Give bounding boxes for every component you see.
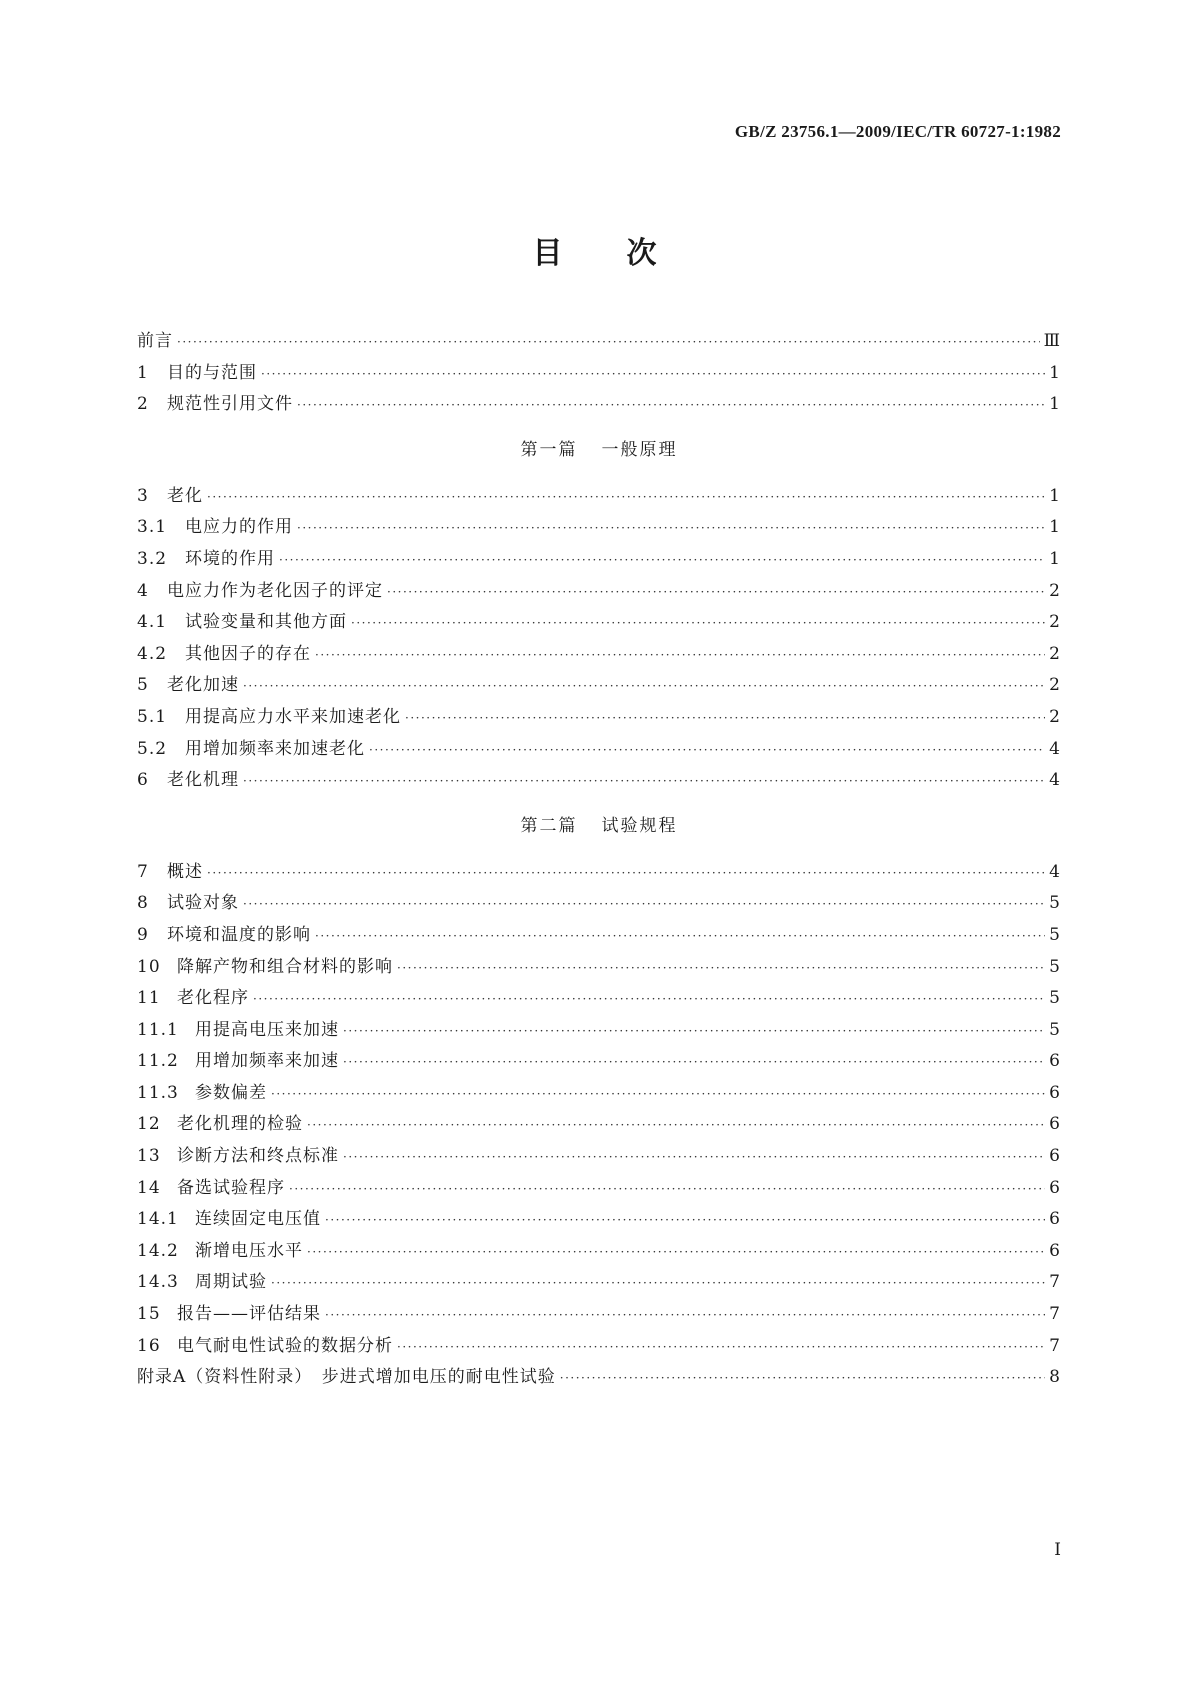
toc-entry-number: 11.1 <box>137 1019 179 1040</box>
toc-entry-page: 8 <box>1049 1367 1061 1388</box>
toc-entry-label: 电气耐电性试验的数据分析 <box>177 1335 393 1356</box>
toc-entry-label: 规范性引用文件 <box>167 394 293 415</box>
toc-entry-page: 5 <box>1049 1019 1061 1040</box>
toc-entry[interactable] <box>137 576 1061 608</box>
toc-entry-page: 2 <box>1049 643 1061 664</box>
toc-entry[interactable] <box>137 952 1061 984</box>
toc-leader-dots <box>387 585 1045 599</box>
toc-leader-dots <box>289 1182 1045 1196</box>
toc-entry[interactable] <box>137 702 1061 734</box>
toc-leader-dots <box>405 711 1045 725</box>
toc-entry-number: 11.3 <box>137 1082 179 1103</box>
toc-entry-label: 目的与范围 <box>167 362 257 383</box>
toc-entry-number: 5.1 <box>137 706 168 727</box>
toc-entry-page: 1 <box>1049 548 1061 569</box>
toc-entry-number: 16 <box>137 1335 161 1356</box>
toc-entry-label: 用提高电压来加速 <box>195 1019 339 1040</box>
toc-leader-dots <box>325 1308 1045 1322</box>
toc-entry-page: 6 <box>1049 1177 1061 1198</box>
toc-entry[interactable] <box>137 765 1061 797</box>
toc-leader-dots <box>369 743 1045 757</box>
toc-entry-label: 备选试验程序 <box>177 1177 285 1198</box>
toc-entry-page: 5 <box>1049 956 1061 977</box>
toc-entry[interactable] <box>137 1362 1061 1394</box>
toc-entry-page: 1 <box>1049 362 1061 383</box>
toc-title-part1: 目 <box>532 236 565 271</box>
part-two-title: 试验规程 <box>601 815 678 836</box>
toc-entry-page: 1 <box>1049 394 1061 415</box>
toc-entry-page: 2 <box>1049 580 1061 601</box>
toc-entry-page: 7 <box>1049 1335 1061 1356</box>
toc-leader-dots <box>397 1340 1045 1354</box>
toc-leader-dots <box>307 1118 1045 1132</box>
toc-entry-number: 6 <box>137 770 149 791</box>
toc-entry-number: 14 <box>137 1177 161 1198</box>
toc-entry-label: 前言 <box>137 331 173 351</box>
toc-leader-dots <box>271 1087 1045 1101</box>
toc-entry[interactable] <box>137 326 1061 358</box>
toc-leader-dots <box>243 897 1045 911</box>
toc-leader-dots <box>243 679 1045 693</box>
toc-entry[interactable] <box>137 1236 1061 1268</box>
toc-entry-label: 用增加频率来加速 <box>195 1051 339 1072</box>
toc-entry-page: 6 <box>1049 1209 1061 1230</box>
toc-leader-dots <box>560 1371 1045 1385</box>
toc-entry-number: 3 <box>137 485 149 506</box>
toc-entry-page: 6 <box>1049 1082 1061 1103</box>
toc-entry[interactable] <box>137 1015 1061 1047</box>
toc-entry-label: 其他因子的存在 <box>185 643 311 664</box>
part-one-heading <box>137 424 1061 471</box>
toc-entry-page: 6 <box>1049 1240 1061 1261</box>
toc-part-one-section <box>137 481 1061 797</box>
toc-entry-page: 1 <box>1049 485 1061 506</box>
toc-leader-dots <box>271 1276 1045 1290</box>
toc-entry-label: 环境的作用 <box>185 548 275 569</box>
toc-entry-label: 渐增电压水平 <box>195 1240 303 1261</box>
toc-entry[interactable] <box>137 1267 1061 1299</box>
toc-entry-label: 电应力的作用 <box>185 517 293 538</box>
toc-leader-dots <box>351 616 1045 630</box>
toc-entry[interactable] <box>137 1046 1061 1078</box>
toc-entry-number: 5.2 <box>137 738 168 759</box>
toc-entry[interactable] <box>137 1173 1061 1205</box>
toc-entry-page: 7 <box>1049 1304 1061 1325</box>
toc-entry-label: 环境和温度的影响 <box>167 924 311 945</box>
toc-entry-label: 用增加频率来加速老化 <box>185 738 365 759</box>
part-two-name: 第二篇 <box>520 815 578 836</box>
toc-entry[interactable] <box>137 1299 1061 1331</box>
toc-entry[interactable] <box>137 1204 1061 1236</box>
toc-entry-label: 老化加速 <box>167 675 239 696</box>
toc-entry-number: 3.1 <box>137 517 168 538</box>
toc-entry[interactable] <box>137 670 1061 702</box>
toc-entry[interactable] <box>137 481 1061 513</box>
toc-entry-number: 4.1 <box>137 612 168 633</box>
toc-entry-number: 9 <box>137 924 149 945</box>
toc-entry-page: Ⅲ <box>1043 331 1061 351</box>
toc-entry-label: 报告——评估结果 <box>177 1304 321 1325</box>
toc-entry-label: 老化机理的检验 <box>177 1114 303 1135</box>
toc-entry-label: 附录A（资料性附录） 步进式增加电压的耐电性试验 <box>137 1367 556 1388</box>
toc-entry[interactable] <box>137 512 1061 544</box>
toc-entry-label: 试验变量和其他方面 <box>185 612 347 633</box>
toc-entry-label: 概述 <box>167 861 203 882</box>
toc-entry-number: 5 <box>137 675 149 696</box>
toc-entry-label: 参数偏差 <box>195 1082 267 1103</box>
toc-entry-page: 2 <box>1049 675 1061 696</box>
toc-entry-label: 电应力作为老化因子的评定 <box>167 580 383 601</box>
toc-entry-number: 2 <box>137 394 149 415</box>
toc-leader-dots <box>279 553 1045 567</box>
toc-entry[interactable] <box>137 734 1061 766</box>
toc-entry-number: 7 <box>137 861 149 882</box>
toc-entry-page: 1 <box>1049 517 1061 538</box>
toc-entry[interactable] <box>137 1331 1061 1363</box>
toc-entry-page: 6 <box>1049 1051 1061 1072</box>
toc-title <box>0 228 1191 272</box>
toc-leader-dots <box>261 367 1045 381</box>
toc-leader-dots <box>207 490 1045 504</box>
toc-title-part2: 次 <box>626 236 659 271</box>
toc-entry[interactable] <box>137 1141 1061 1173</box>
toc-entry-page: 5 <box>1049 893 1061 914</box>
part-one-name: 第一篇 <box>520 439 578 460</box>
toc-entry-number: 13 <box>137 1146 161 1167</box>
toc-entry-label: 用提高应力水平来加速老化 <box>185 706 401 727</box>
toc-entry-number: 8 <box>137 893 149 914</box>
toc-entry[interactable] <box>137 920 1061 952</box>
toc-entry-page: 5 <box>1049 988 1061 1009</box>
toc-leader-dots <box>207 866 1045 880</box>
toc-entry-page: 2 <box>1049 612 1061 633</box>
page-number: I <box>1054 1540 1061 1560</box>
toc-entry-number: 11.2 <box>137 1051 179 1072</box>
toc-leader-dots <box>253 992 1045 1006</box>
toc-leader-dots <box>325 1213 1045 1227</box>
toc-leader-dots <box>177 335 1040 349</box>
toc-entry-number: 4 <box>137 580 149 601</box>
toc-entry[interactable] <box>137 1109 1061 1141</box>
toc-entry[interactable] <box>137 607 1061 639</box>
toc-entry-label: 老化机理 <box>167 770 239 791</box>
toc-leader-dots <box>343 1150 1045 1164</box>
toc-entry-number: 11 <box>137 988 161 1009</box>
toc-entry[interactable] <box>137 888 1061 920</box>
toc-front-section <box>137 326 1061 421</box>
toc-entry[interactable] <box>137 1078 1061 1110</box>
toc-entry[interactable] <box>137 857 1061 889</box>
toc-entry-label: 老化 <box>167 485 203 506</box>
toc-entry[interactable] <box>137 983 1061 1015</box>
toc-entry-number: 15 <box>137 1304 161 1325</box>
toc-entry-label: 周期试验 <box>195 1272 267 1293</box>
toc-entry-page: 2 <box>1049 706 1061 727</box>
toc-entry[interactable] <box>137 389 1061 421</box>
toc-leader-dots <box>297 521 1045 535</box>
toc-entry-page: 6 <box>1049 1146 1061 1167</box>
toc-entry-number: 14.2 <box>137 1240 179 1261</box>
toc-entry-label: 降解产物和组合材料的影响 <box>177 956 393 977</box>
toc-entry-number: 3.2 <box>137 548 168 569</box>
toc-leader-dots <box>343 1055 1045 1069</box>
toc-entry-page: 6 <box>1049 1114 1061 1135</box>
toc-leader-dots <box>315 929 1045 943</box>
toc-leader-dots <box>315 648 1045 662</box>
toc-leader-dots <box>243 774 1045 788</box>
toc-entry-label: 连续固定电压值 <box>195 1209 321 1230</box>
toc-entry-page: 5 <box>1049 924 1061 945</box>
toc-entry-number: 14.3 <box>137 1272 179 1293</box>
toc-entry-page: 7 <box>1049 1272 1061 1293</box>
toc-leader-dots <box>297 398 1045 412</box>
toc-entry-page: 4 <box>1049 770 1061 791</box>
part-one-title: 一般原理 <box>601 439 678 460</box>
toc-entry-number: 14.1 <box>137 1209 179 1230</box>
toc-entry-number: 1 <box>137 362 149 383</box>
toc-entry[interactable] <box>137 639 1061 671</box>
toc-entry-page: 4 <box>1049 738 1061 759</box>
standard-code: GB/Z 23756.1—2009/IEC/TR 60727-1:1982 <box>734 122 1061 141</box>
toc-entry-label: 试验对象 <box>167 893 239 914</box>
toc-leader-dots <box>307 1245 1045 1259</box>
toc-entry[interactable] <box>137 358 1061 390</box>
toc-leader-dots <box>343 1024 1045 1038</box>
toc-entry-page: 4 <box>1049 861 1061 882</box>
toc-entry[interactable] <box>137 544 1061 576</box>
table-of-contents <box>137 326 1061 1394</box>
toc-entry-label: 老化程序 <box>177 988 249 1009</box>
toc-leader-dots <box>397 961 1045 975</box>
toc-entry-number: 12 <box>137 1114 161 1135</box>
toc-entry-number: 10 <box>137 956 161 977</box>
toc-entry-label: 诊断方法和终点标准 <box>177 1146 339 1167</box>
toc-entry-number: 4.2 <box>137 643 168 664</box>
toc-part-two-section <box>137 857 1061 1394</box>
part-two-heading <box>137 800 1061 847</box>
